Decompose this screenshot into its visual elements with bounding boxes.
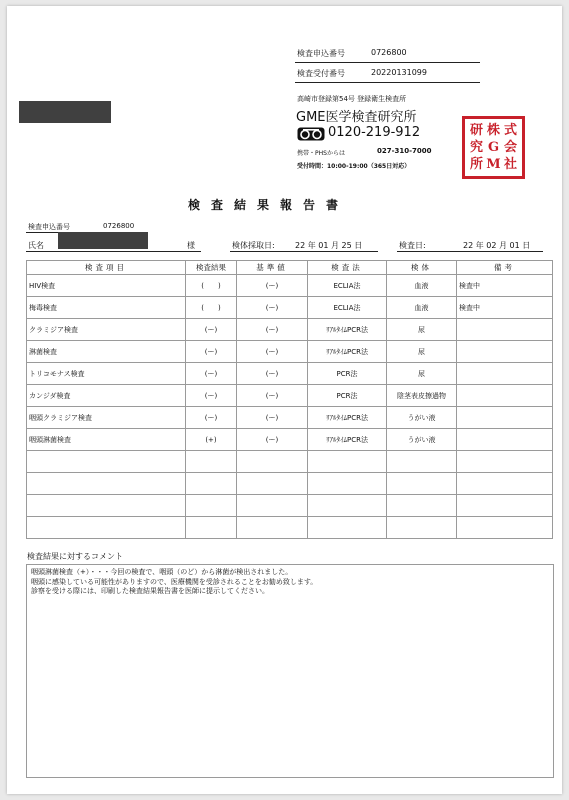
company-seal: 研 株 式 究 G 会 所 M 社 [462,116,525,179]
cell-method: ECLIA法 [308,275,387,297]
cell-note: 検査中 [457,297,553,319]
cell-method: ECLIA法 [308,297,387,319]
header-note: 備考 [457,261,553,275]
freedial-icon [297,126,325,145]
info-underline-sample [230,251,378,252]
header-rec-no-label: 検査受付番号 [297,69,345,78]
cell-result: ( ) [186,297,237,319]
table-row [27,385,553,407]
cell-result: (ー) [186,363,237,385]
table-row [27,319,553,341]
comment-text [31,568,317,597]
cell-item: HIV検査 [27,275,186,297]
cell-item: 淋菌検査 [27,341,186,363]
cell-result: (ー) [186,341,237,363]
table-row [27,407,553,429]
cell-item: 咽頭淋菌検査 [27,429,186,451]
cell-specimen: うがい液 [387,429,457,451]
header-item: 検査項目 [27,261,186,275]
cell-reference: (ー) [237,297,308,319]
cell-result [186,495,237,517]
cell-item [27,473,186,495]
header-method: 検査法 [308,261,387,275]
reception-hours: 受付時間：10:00-19:00（365日対応） [297,163,411,170]
sample-date: 22 年 01 月 25 日 [295,241,363,250]
cell-reference [237,517,308,539]
results-table [26,260,553,539]
cell-method: PCR法 [308,363,387,385]
mobile-label: 携帯・PHSからは [297,150,345,157]
cell-method [308,517,387,539]
freedial-number: 0120-219-912 [328,125,421,140]
table-header-row [27,261,553,275]
test-date: 22 年 02 月 01 日 [463,241,531,250]
test-date-label: 検査日: [399,241,426,250]
cell-reference: (ー) [237,363,308,385]
cell-specimen [387,451,457,473]
cell-note [457,473,553,495]
cell-note [457,429,553,451]
cell-note [457,319,553,341]
cell-method: PCR法 [308,385,387,407]
cell-method [308,495,387,517]
cell-method: ﾘｱﾙﾀｲﾑPCR法 [308,407,387,429]
cell-note [457,385,553,407]
cell-item: 咽頭クラミジア検査 [27,407,186,429]
cell-specimen: 陰茎表皮擦過物 [387,385,457,407]
cell-note [457,407,553,429]
table-row [27,341,553,363]
header-underline-1 [295,62,480,63]
cell-method [308,451,387,473]
cell-specimen [387,473,457,495]
cell-specimen: 尿 [387,319,457,341]
cell-reference: (ー) [237,385,308,407]
header-app-no: 0726800 [371,48,407,57]
report-title: 検査結果報告書 [188,198,350,212]
cell-specimen: うがい液 [387,407,457,429]
cell-note [457,517,553,539]
table-row [27,451,553,473]
comment-line: 咽頭淋菌検査（+）・・・今回の検査で、咽頭（のど）から淋菌が検出されました。 [31,568,293,576]
cell-reference: (ー) [237,319,308,341]
table-row [27,495,553,517]
cell-result: (ー) [186,407,237,429]
cell-reference [237,473,308,495]
info-name-label: 氏名 [28,241,44,250]
table-row [27,275,553,297]
cell-specimen: 尿 [387,363,457,385]
cell-method: ﾘｱﾙﾀｲﾑPCR法 [308,429,387,451]
header-rec-no: 20220131099 [371,68,427,77]
report-paper [7,6,562,794]
sample-date-label: 検体採取日: [232,241,275,250]
info-app-no-label: 検査申込番号 [28,223,70,231]
cell-method [308,473,387,495]
cell-reference: (ー) [237,341,308,363]
cell-note [457,341,553,363]
cell-specimen [387,517,457,539]
comment-label: 検査結果に対するコメント [27,552,123,561]
lab-name: GME医学検査研究所 [296,110,417,125]
info-honorific: 様 [187,241,195,250]
cell-specimen: 血液 [387,297,457,319]
cell-reference [237,495,308,517]
comment-line: 診察を受ける際には、印刷した検査結果報告書を医師に提示してください。 [31,587,269,595]
info-app-no: 0726800 [103,222,135,230]
table-row [27,297,553,319]
cell-reference [237,451,308,473]
info-underline-name [26,251,201,252]
cell-reference: (ー) [237,429,308,451]
cell-result [186,451,237,473]
table-row [27,517,553,539]
table-row [27,473,553,495]
comment-box [26,564,554,778]
info-underline-test [397,251,543,252]
header-reference: 基準値 [237,261,308,275]
header-app-no-label: 検査申込番号 [297,49,345,58]
cell-result: (ー) [186,385,237,407]
cell-result [186,517,237,539]
mobile-number: 027-310-7000 [377,147,432,155]
cell-note: 検査中 [457,275,553,297]
header-result: 検査結果 [186,261,237,275]
cell-note [457,363,553,385]
cell-item [27,451,186,473]
cell-specimen: 尿 [387,341,457,363]
cell-result [186,473,237,495]
redacted-block [19,101,111,123]
cell-item: カンジダ検査 [27,385,186,407]
cell-item: 梅毒検査 [27,297,186,319]
table-row [27,429,553,451]
header-underline-2 [295,82,480,83]
cell-result: ( ) [186,275,237,297]
cell-specimen: 血液 [387,275,457,297]
cell-method: ﾘｱﾙﾀｲﾑPCR法 [308,341,387,363]
cell-note [457,495,553,517]
cell-item [27,495,186,517]
cell-result: (ー) [186,319,237,341]
cell-item [27,517,186,539]
table-row [27,363,553,385]
cell-reference: (ー) [237,407,308,429]
cell-note [457,451,553,473]
cell-specimen [387,495,457,517]
cell-item: クラミジア検査 [27,319,186,341]
cell-item: トリコモナス検査 [27,363,186,385]
lab-registration: 高崎市登録第54号 登録衛生検査所 [297,95,407,103]
header-specimen: 検体 [387,261,457,275]
redacted-name [58,232,148,249]
cell-result: (+) [186,429,237,451]
cell-method: ﾘｱﾙﾀｲﾑPCR法 [308,319,387,341]
comment-line: 咽頭に感染している可能性がありますので、医療機関を受診されることをお勧め致します。 [31,577,318,586]
cell-reference: (ー) [237,275,308,297]
